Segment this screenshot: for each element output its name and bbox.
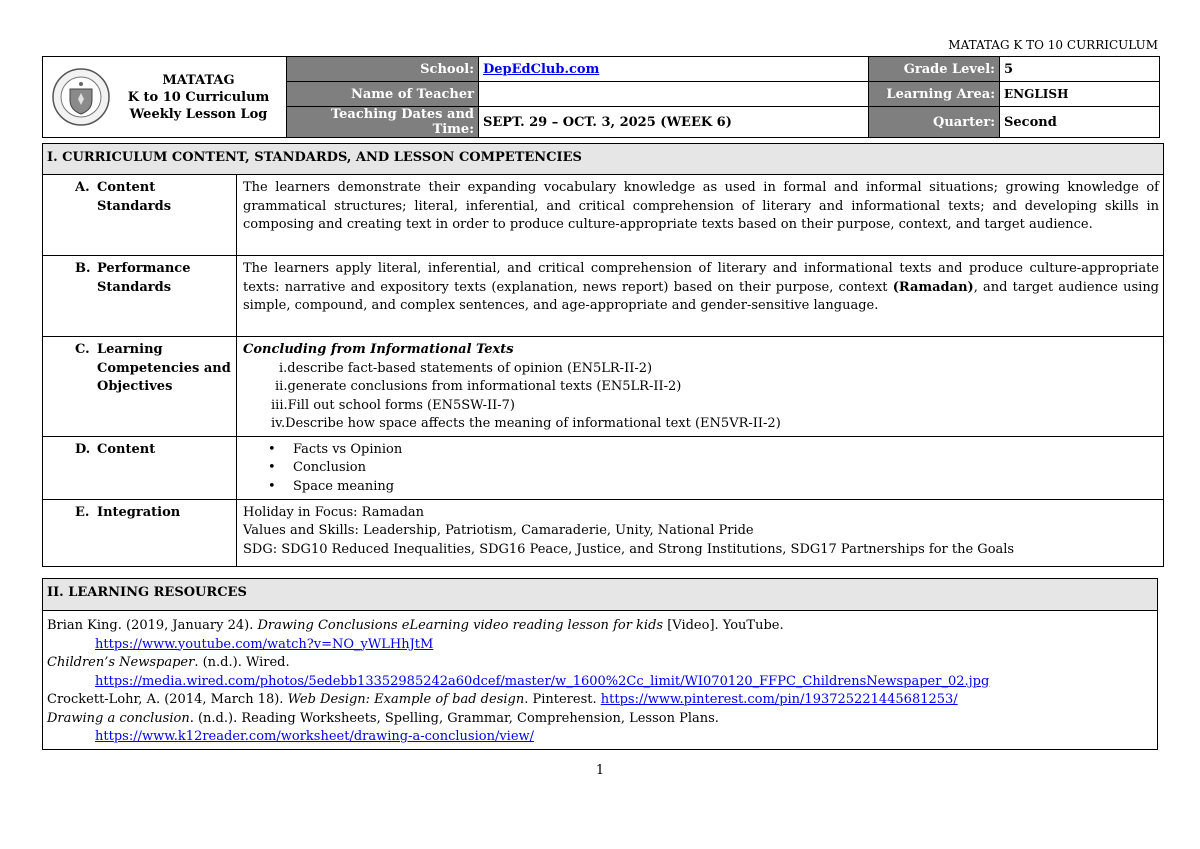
quarter-label: Quarter:: [869, 107, 1000, 138]
competencies-letter: C.: [75, 342, 90, 357]
school-value-cell: [479, 57, 869, 82]
reference-entry: Children’s Newspaper. (n.d.). Wired.: [47, 655, 290, 670]
learning-area-value: ENGLISH: [1000, 82, 1160, 107]
reference-link[interactable]: https://www.k12reader.com/worksheet/drawing-a-conclusion/view/: [95, 729, 535, 744]
integration-row: [43, 499, 1164, 566]
curriculum-corner-label: MATATAG K TO 10 CURRICULUM: [948, 38, 1158, 52]
weekly-lesson-log-title: MATATAG K to 10 Curriculum Weekly Lesson Log: [127, 72, 270, 122]
content-standards-row: [43, 175, 1164, 256]
integration-holiday: Holiday in Focus: Ramadan: [243, 504, 425, 520]
reference-link[interactable]: https://media.wired.com/photos/5edebb13352985242a60dcef/master/w_1600%2Cc_limit/WI070120_FFPC_ChildrensNewspaper_02.jpg: [95, 673, 990, 689]
content-label: Content: [97, 441, 156, 457]
section-curriculum-heading: I. CURRICULUM CONTENT, STANDARDS, AND LESSON COMPETENCIES: [43, 144, 1164, 175]
teaching-dates-label: Teaching Dates and Time:: [287, 107, 479, 138]
grade-level-value: 5: [1000, 57, 1160, 82]
reference-link[interactable]: https://www.youtube.com/watch?v=NO_yWLHhJtM: [95, 636, 434, 652]
integration-sdg: SDG: SDG10 Reduced Inequalities, SDG16 Peace, Justice, and Strong Institutions, SDG17 Partnerships for the Goals: [243, 541, 1015, 557]
competencies-title: Concluding from Informational Texts: [243, 342, 514, 357]
logo-cell: [43, 57, 287, 138]
content-row: [43, 436, 1164, 499]
performance-standards-letter: B.: [75, 261, 91, 276]
grade-level-label: Grade Level:: [869, 57, 1000, 82]
objective-item: ii.generate conclusions from informational texts (EN5LR-II-2): [275, 379, 682, 394]
reference-link[interactable]: https://www.pinterest.com/pin/193725221445681253/: [600, 692, 958, 707]
content-standards-letter: A.: [75, 180, 90, 195]
competencies-label: Learning Competencies and Objectives: [97, 342, 231, 394]
deped-seal-icon: [51, 67, 111, 127]
reference-entry: Crockett-Lohr, A. (2014, March 18). Web Design: Example of bad design. Pinterest. https://www.pinterest.com/pin/193725221445681253/: [47, 692, 958, 707]
curriculum-table: [42, 143, 1164, 567]
content-standards-text: The learners demonstrate their expanding vocabulary knowledge as used in formal and informal situations; growing knowledge of grammatical structures; literal, inferential, and critical comprehension of literary and informational texts; and developing skills in composing and creating text in order to produce culture-appropriate texts based on their purpose, context, and target audience.: [237, 175, 1164, 256]
school-label: School:: [287, 57, 479, 82]
teaching-dates-value: SEPT. 29 – OCT. 3, 2025 (WEEK 6): [479, 107, 869, 138]
content-standards-label: Content Standards: [97, 180, 172, 214]
objective-item: iii.Fill out school forms (EN5SW-II-7): [271, 397, 515, 413]
page-number: 1: [595, 763, 605, 778]
quarter-value: Second: [1000, 107, 1160, 138]
header-table: [42, 56, 1160, 138]
learning-resources-heading: II. LEARNING RESOURCES: [43, 579, 1157, 611]
integration-letter: E.: [75, 504, 90, 520]
teacher-name-label: Name of Teacher: [287, 82, 479, 107]
integration-label: Integration: [97, 504, 181, 520]
objective-item: iv.Describe how space affects the meaning of informational text (EN5VR-II-2): [271, 416, 781, 431]
school-link[interactable]: DepEdClub.com: [483, 61, 600, 77]
performance-standards-row: [43, 256, 1164, 337]
content-list: [243, 441, 1159, 497]
objective-item: i.describe fact-based statements of opinion (EN5LR-II-2): [279, 360, 653, 376]
integration-values: Values and Skills: Leadership, Patriotism, Camaraderie, Unity, National Pride: [243, 523, 754, 538]
competencies-row: [43, 337, 1164, 437]
reference-entry: Drawing a conclusion. (n.d.). Reading Worksheets, Spelling, Grammar, Comprehension, Lesson Plans.: [47, 710, 719, 726]
reference-entry: Brian King. (2019, January 24). Drawing Conclusions eLearning video reading lesson for kids [Video]. YouTube.: [47, 618, 784, 633]
list-item: • Conclusion: [293, 459, 1159, 478]
content-letter: D.: [75, 441, 91, 457]
performance-standards-label: Performance Standards: [97, 261, 191, 295]
learning-area-label: Learning Area:: [869, 82, 1000, 107]
references-list: [43, 611, 1157, 747]
learning-resources-section: [42, 578, 1158, 750]
teacher-name-value: [479, 82, 869, 107]
list-item: • Facts vs Opinion: [293, 441, 1159, 460]
performance-standards-text: The learners apply literal, inferential, and critical comprehension of literary and informational texts and produce culture-appropriate texts: narrative and expository texts (explanation, news report) based on their purpose, context (Ramadan), and target audience using simple, compound, and complex sentences, and age-appropriate and gender-sensitive language.: [237, 256, 1164, 337]
list-item: • Space meaning: [293, 478, 1159, 497]
